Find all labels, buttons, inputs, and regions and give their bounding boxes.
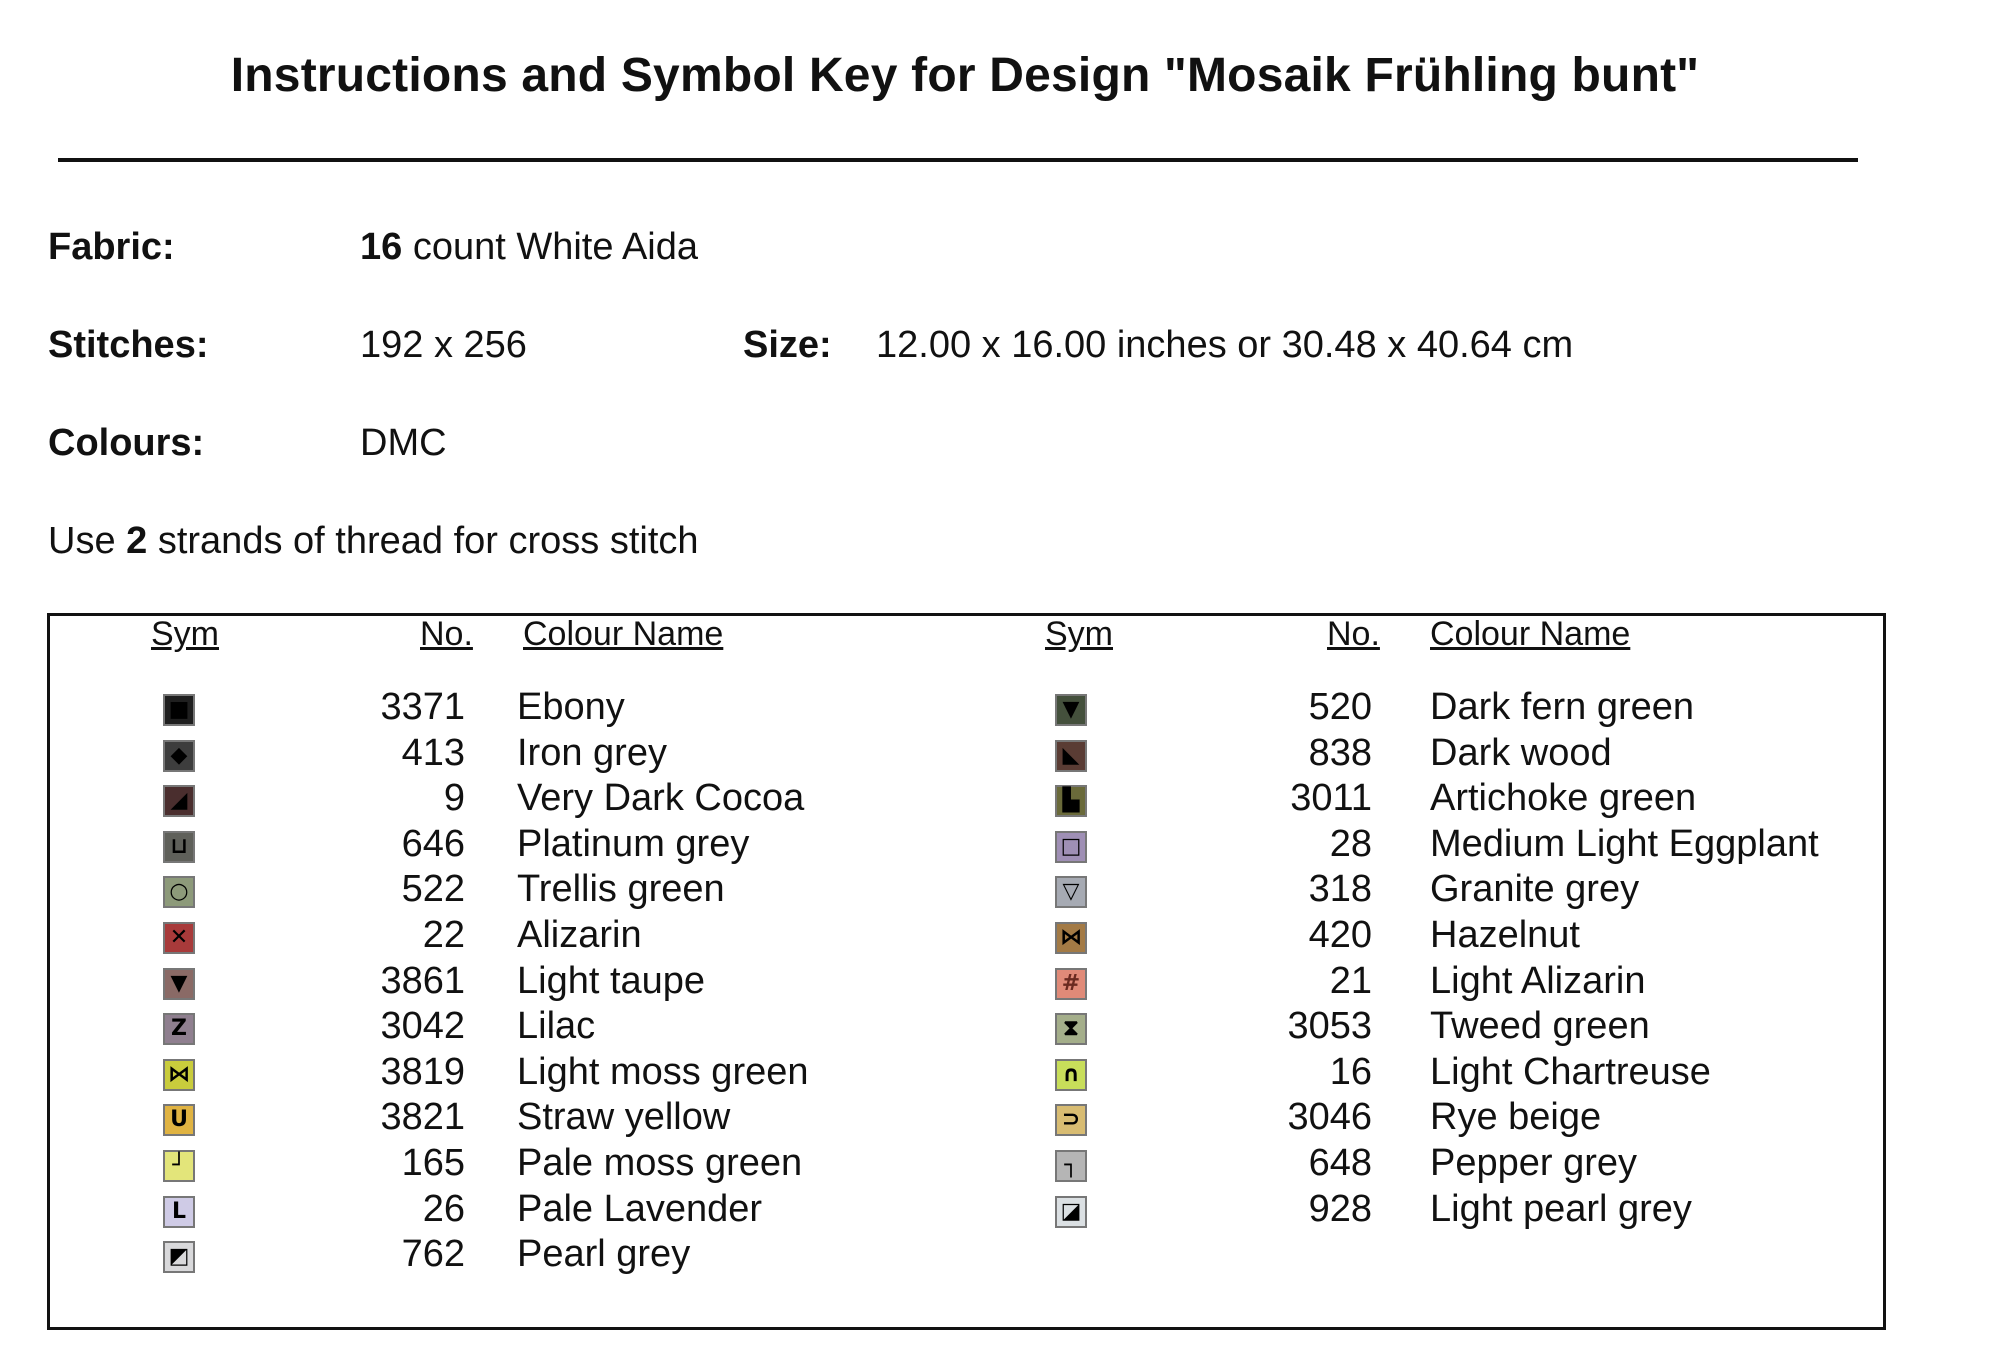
symbol-glyph: ■ xyxy=(168,697,190,722)
header-sym-left: Sym xyxy=(151,615,219,653)
colour-name: Dark wood xyxy=(1430,731,1612,774)
header-name-left: Colour Name xyxy=(523,615,724,653)
colour-name: Dark fern green xyxy=(1430,686,1695,728)
colour-number: 3821 xyxy=(380,1096,465,1139)
colours-value: DMC xyxy=(360,422,447,464)
symbol-glyph: ┐ xyxy=(1064,1153,1078,1178)
colour-number: 3819 xyxy=(380,1050,465,1093)
down-triangle-outline-icon xyxy=(1055,876,1087,908)
cap-icon xyxy=(1055,1059,1087,1091)
down-triangle-icon xyxy=(1055,694,1087,726)
symbol-glyph: ⊃ xyxy=(1061,1107,1081,1133)
hourglass-icon xyxy=(1055,1013,1087,1045)
colour-number: 318 xyxy=(1308,868,1372,911)
symbol-glyph: ⋈ xyxy=(1060,925,1082,950)
colour-name: Alizarin xyxy=(517,914,642,956)
header-sym-right: Sym xyxy=(1045,615,1113,653)
symbol-glyph: ○ xyxy=(169,879,189,905)
filled-square-icon xyxy=(163,694,195,726)
colours-label: Colours: xyxy=(48,422,205,464)
strands-instruction xyxy=(48,520,699,563)
symbol-glyph: L xyxy=(171,1198,187,1224)
colour-name: Platinum grey xyxy=(517,822,750,865)
colour-number: 762 xyxy=(401,1233,465,1276)
symbol-glyph: ◩ xyxy=(168,1244,190,1270)
colour-name: Straw yellow xyxy=(517,1096,731,1139)
colour-name: Very Dark Cocoa xyxy=(517,777,805,820)
symbol-glyph: ✕ xyxy=(169,925,189,950)
colour-name: Medium Light Eggplant xyxy=(1430,822,1819,865)
strands-count: 2 xyxy=(126,520,148,562)
colour-number: 928 xyxy=(1308,1187,1372,1230)
bowtie-icon xyxy=(163,1059,195,1091)
colour-name: Light Alizarin xyxy=(1430,959,1646,1002)
size-label: Size: xyxy=(743,324,832,366)
fabric-value xyxy=(360,226,698,269)
symbol-glyph: ◪ xyxy=(1060,1198,1082,1224)
symbol-glyph: ◢ xyxy=(170,788,188,814)
colour-number: 21 xyxy=(1329,959,1372,1002)
page-title: Instructions and Symbol Key for Design "Mosaik Frühling bunt" xyxy=(230,49,1700,102)
colour-number: 165 xyxy=(401,1142,465,1184)
symbol-glyph: □ xyxy=(1060,833,1082,859)
colour-number: 22 xyxy=(422,914,465,956)
square-outline-icon xyxy=(1055,831,1087,863)
fabric-type: count White Aida xyxy=(402,226,699,268)
corner-bracket-icon xyxy=(1055,1150,1087,1182)
colour-number: 3053 xyxy=(1287,1005,1372,1048)
colour-name: Pale moss green xyxy=(517,1142,803,1184)
symbol-glyph: ⧗ xyxy=(1063,1016,1079,1042)
fabric-label: Fabric: xyxy=(48,226,175,268)
colour-number: 420 xyxy=(1308,914,1372,956)
colour-name: Pepper grey xyxy=(1430,1142,1638,1184)
colour-number: 522 xyxy=(401,868,465,911)
colour-name: Light pearl grey xyxy=(1430,1187,1692,1230)
colour-name: Ebony xyxy=(517,686,625,728)
l-letter-icon xyxy=(163,1196,195,1228)
fabric-count: 16 xyxy=(360,226,403,268)
hash-icon xyxy=(1055,968,1087,1000)
triangle-corner-icon xyxy=(1055,740,1087,772)
colour-number: 9 xyxy=(443,777,465,820)
colour-name: Light Chartreuse xyxy=(1430,1050,1711,1093)
colour-number: 3011 xyxy=(1290,777,1372,820)
symbol-glyph: ⊔ xyxy=(170,833,188,859)
colour-name: Pale Lavender xyxy=(517,1187,763,1230)
stitches-label: Stitches: xyxy=(48,324,209,366)
colour-number: 28 xyxy=(1329,822,1372,865)
colour-name: Rye beige xyxy=(1430,1096,1602,1139)
size-value: 12.00 x 16.00 inches or 30.48 x 40.64 cm xyxy=(876,324,1574,366)
cross-icon xyxy=(163,922,195,954)
corner-bracket-icon xyxy=(163,1150,195,1182)
colour-name: Iron grey xyxy=(517,731,667,774)
u-letter-icon xyxy=(163,1104,195,1136)
colour-number: 3861 xyxy=(380,959,465,1002)
colour-name: Pearl grey xyxy=(517,1233,691,1276)
symbol-glyph: ∩ xyxy=(1062,1061,1080,1087)
superset-icon xyxy=(1055,1104,1087,1136)
colour-name: Light moss green xyxy=(517,1050,809,1093)
symbol-glyph: ┘ xyxy=(172,1153,186,1178)
strands-pre: Use xyxy=(48,520,127,562)
colour-number: 646 xyxy=(401,822,465,865)
symbol-glyph: ▼ xyxy=(170,970,188,996)
symbol-glyph: ⋈ xyxy=(168,1061,190,1087)
colour-number: 16 xyxy=(1329,1050,1372,1093)
colour-number: 26 xyxy=(422,1187,465,1230)
colour-name: Trellis green xyxy=(517,868,725,911)
symbol-glyph: Z xyxy=(171,1016,187,1042)
cup-icon xyxy=(163,831,195,863)
stitches-value: 192 x 256 xyxy=(360,324,527,366)
colour-name: Granite grey xyxy=(1430,868,1640,911)
symbol-glyph: ▙ xyxy=(1062,788,1080,814)
symbol-glyph: ◆ xyxy=(170,742,188,768)
colour-name: Tweed green xyxy=(1430,1005,1650,1048)
colour-name: Artichoke green xyxy=(1430,777,1697,820)
z-letter-icon xyxy=(163,1013,195,1045)
header-no-left: No. xyxy=(420,615,473,653)
colour-number: 520 xyxy=(1308,686,1372,728)
header-no-right: No. xyxy=(1327,615,1380,653)
strands-post: strands of thread for cross stitch xyxy=(147,520,699,562)
half-square-icon xyxy=(1055,1196,1087,1228)
colour-name: Lilac xyxy=(517,1005,596,1048)
colour-number: 3371 xyxy=(380,686,465,728)
header-name-right: Colour Name xyxy=(1430,615,1631,653)
symbol-glyph: ▽ xyxy=(1062,879,1080,905)
colour-number: 648 xyxy=(1308,1142,1372,1184)
triangle-corner-icon xyxy=(163,785,195,817)
symbol-glyph: U xyxy=(170,1107,188,1133)
down-triangle-icon xyxy=(163,968,195,1000)
colour-number: 3042 xyxy=(380,1005,465,1048)
title-divider xyxy=(58,158,1858,162)
l-block-icon xyxy=(1055,785,1087,817)
colour-name: Light taupe xyxy=(517,959,706,1002)
half-square-icon xyxy=(163,1241,195,1273)
colour-name: Hazelnut xyxy=(1430,914,1580,956)
colour-number: 838 xyxy=(1308,731,1372,774)
symbol-glyph: ▼ xyxy=(1062,697,1080,722)
colour-number: 3046 xyxy=(1287,1096,1372,1139)
symbol-glyph: ◣ xyxy=(1062,742,1080,768)
diamond-icon xyxy=(163,740,195,772)
colour-number: 413 xyxy=(401,731,465,774)
circle-icon xyxy=(163,876,195,908)
symbol-glyph: # xyxy=(1061,970,1081,996)
bowtie-icon xyxy=(1055,922,1087,954)
